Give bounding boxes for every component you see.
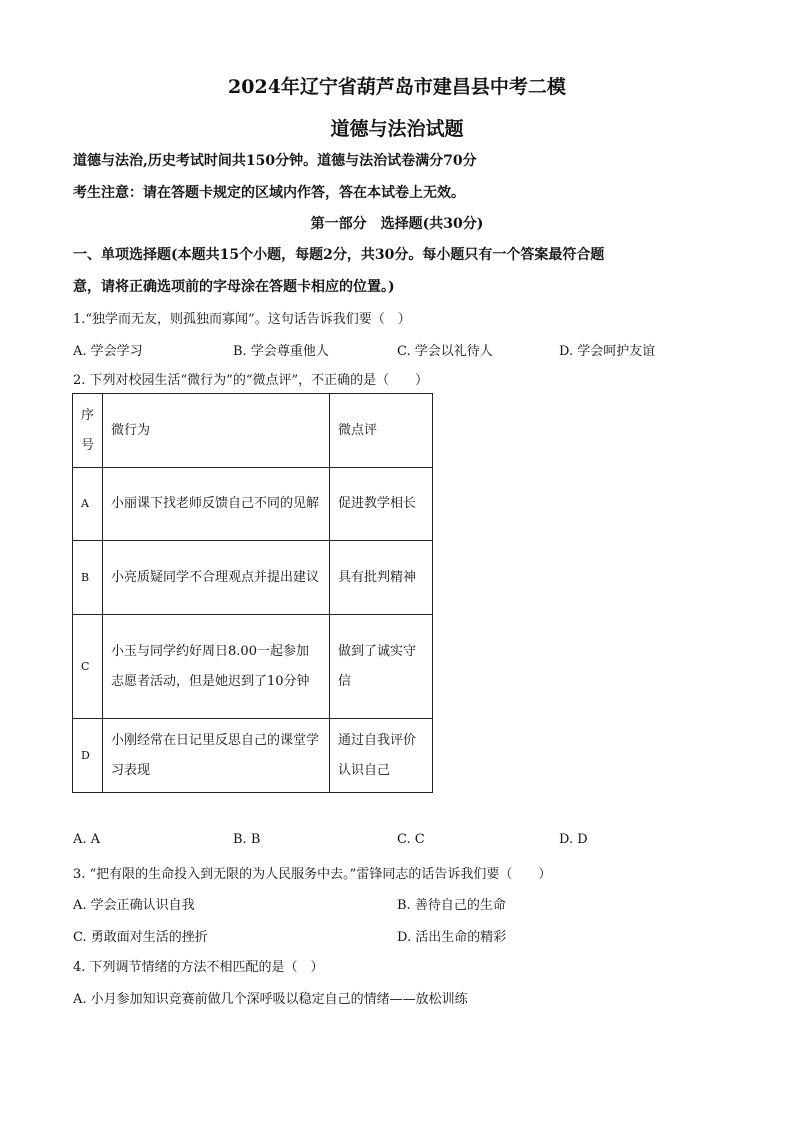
question-1-option-c: C. 学会以礼待人	[397, 344, 493, 359]
question-3-option-b: B. 善待自己的生命	[397, 898, 506, 913]
question-1-option-b: B. 学会尊重他人	[233, 344, 329, 359]
question-3-option-c: C. 勇敢面对生活的挫折	[73, 930, 208, 945]
note-line-2: 考生注意：请在答题卡规定的区域内作答，答在本试卷上无效。	[73, 185, 465, 201]
table-header-row	[73, 394, 433, 468]
row-behavior: 小玉与同学约好周日8.00一起参加志愿者活动，但是她迟到了10分钟	[103, 615, 330, 719]
table-header-comment: 微点评	[330, 394, 433, 468]
note-line-1: 道德与法治,历史考试时间共150分钟。道德与法治试卷满分70分	[73, 153, 477, 169]
row-behavior: 小亮质疑同学不合理观点并提出建议	[103, 541, 330, 615]
question-1-option-a: A. 学会学习	[73, 344, 143, 359]
question-1-option-d: D. 学会呵护友谊	[559, 344, 656, 359]
row-id: B	[73, 541, 103, 615]
table-header-behavior: 微行为	[103, 394, 330, 468]
table-row	[73, 615, 433, 719]
row-id: A	[73, 468, 103, 541]
question-3-option-a: A. 学会正确认识自我	[73, 898, 195, 913]
question-2-option-d: D. D	[559, 832, 588, 847]
table-row	[73, 468, 433, 541]
question-2-option-a: A. A	[73, 832, 101, 847]
micro-behavior-table	[72, 393, 433, 793]
table-row	[73, 541, 433, 615]
section-instruction-2: 意，请将正确选项前的字母涂在答题卡相应的位置。)	[73, 279, 395, 295]
question-2-stem: 2. 下列对校园生活“微行为”的“微点评”，不正确的是（ ）	[73, 373, 429, 388]
table-row	[73, 719, 433, 793]
exam-subtitle: 道德与法治试题	[330, 118, 464, 140]
row-behavior: 小刚经常在日记里反思自己的课堂学习表现	[103, 719, 330, 793]
section-title: 第一部分 选择题(共30分)	[310, 216, 484, 232]
question-1-stem: 1.“独学而无友，则孤独而寡闻”。这句话告诉我们要（ ）	[73, 312, 411, 327]
row-id: C	[73, 615, 103, 719]
table-header-id: 序号	[73, 394, 103, 468]
row-comment: 通过自我评价认识自己	[330, 719, 433, 793]
question-4-stem: 4. 下列调节情绪的方法不相匹配的是（ ）	[73, 960, 324, 975]
row-behavior: 小丽课下找老师反馈自己不同的见解	[103, 468, 330, 541]
row-comment: 做到了诚实守信	[330, 615, 433, 719]
question-2-option-b: B. B	[233, 832, 261, 847]
section-instruction-1: 一、单项选择题(本题共15个小题，每题2分，共30分。每小题只有一个答案最符合题	[73, 247, 605, 263]
question-4-option-a: A. 小月参加知识竞赛前做几个深呼吸以稳定自己的情绪——放松训练	[73, 992, 468, 1007]
row-comment: 促进教学相长	[330, 468, 433, 541]
question-2-option-c: C. C	[397, 832, 425, 847]
question-3-option-d: D. 活出生命的精彩	[397, 930, 507, 945]
row-id: D	[73, 719, 103, 793]
question-3-stem: 3. “把有限的生命投入到无限的为人民服务中去。”雷锋同志的话告诉我们要（ ）	[73, 867, 552, 882]
row-comment: 具有批判精神	[330, 541, 433, 615]
exam-title: 2024年辽宁省葫芦岛市建昌县中考二模	[228, 76, 566, 98]
